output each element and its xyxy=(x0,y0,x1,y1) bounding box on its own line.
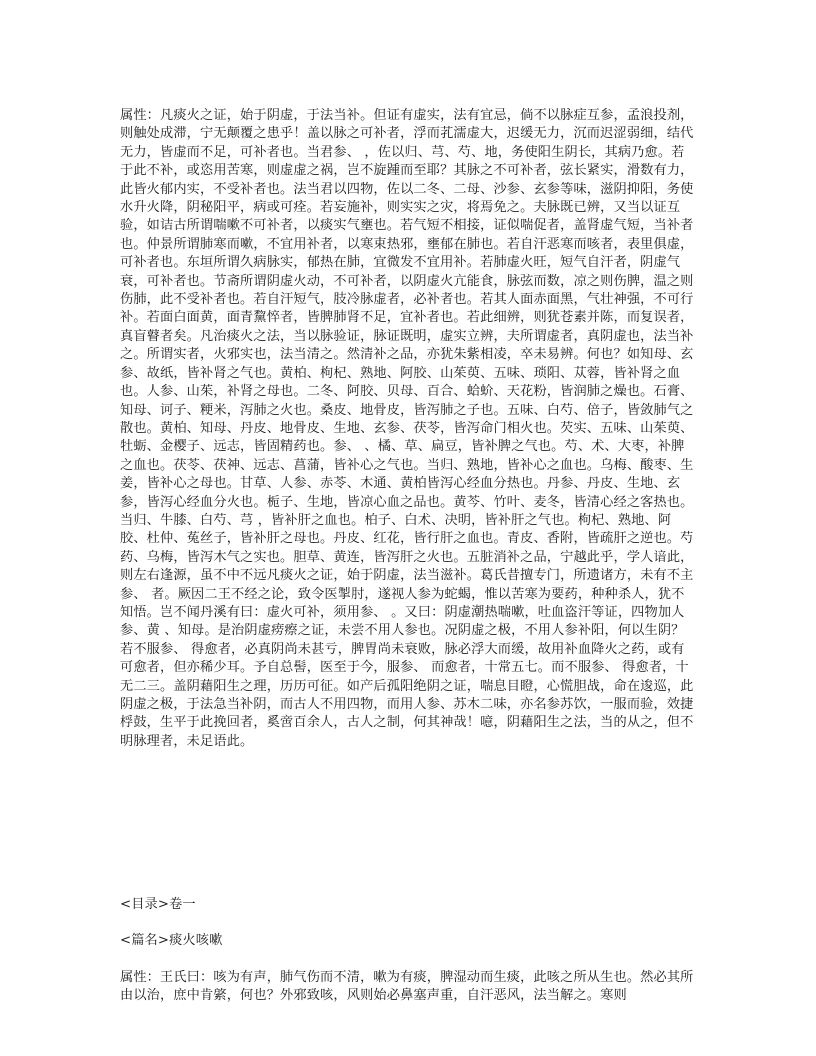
body-paragraph-properties: 属性：凡痰火之证，始于阴虚，于法当补。但证有虚实，法有宜忌，倘不以脉症互参，孟浪投剂，则触处成滞，宁无颠覆之患乎！盖以脉之可补者，浮而芤濡虚大，迟缓无力，沉而迟涩弱细，结代无力，皆虚而不足，可补者也。当君参、 ，佐以归、芎、芍、地，务使阳生阴长，其病乃愈。若于此不补，或恣用苦寒，则虚虚之祸，岂不旋踵而至耶？其脉之不可补者，弦长紧实，滑数有力，此皆火郁内实，不受补者也。法当君以四物，佐以二冬、二母、沙参、玄参等味，滋阴抑阳，务使水升火降，阴秘阳平，病或可痊。若妄施补，则实实之灾，将焉免之。夫脉既已辨，又当以证互验，如诘古所谓喘嗽不可补者，以痰实气壅也。若气短不相接，证似喘促者，盖肾虚气短，当补者也。仲景所谓肺寒而嗽，不宜用补者，以寒束热邪，壅郁在肺也。若自汗恶寒而咳者，表里俱虚，可补者也。东垣所谓久病脉实，郁热在肺，宜微发不宜用补。若肺虚火旺，短气自汗者，阴虚气衰，可补者也。节斋所谓阴虚火动，不可补者，以阴虚火亢能食，脉弦而数，凉之则伤脾，温之则伤肺，此不受补者也。若自汗短气，肢冷脉虚者，必补者也。若其人面赤面黑，气壮神强，不可行补。若面白面黄，面青黧悴者，皆脾肺肾不足，宜补者也。若此细辨，则犹苍素并陈，而复误者，真盲瞽者矣。凡治痰火之法，当以脉验证，脉证既明，虚实立辨，夫所谓虚者，真阴虚也，法当补之。所谓实者，火邪实也，法当清之。然清补之品，亦犹朱紫相凌，卒未易辨。何也？如知母、玄参、故纸，皆补肾之气也。黄柏、枸杞、熟地、阿胶、山茱萸、五味、琐阳、苁蓉，皆补肾之血也。人参、山茱，补肾之母也。二冬、阿胶、贝母、百合、蛤蚧、天花粉，皆润肺之燥也。石膏、知母、诃子、粳米，泻肺之火也。桑皮、地骨皮，皆泻肺之子也。五味、白芍、倍子，皆敛肺气之散也。黄柏、知母、丹皮、地骨皮、生地、玄参、茯苓，皆泻命门相火也。芡实、五味、山茱萸、牡蛎、金樱子、远志，皆固精药也。参、 、橘、草、扁豆，皆补脾之气也。芍、术、大枣，补脾之血也。茯苓、茯神、远志、菖蒲，皆补心之气也。当归、熟地，皆补心之血也。乌梅、酸枣、生姜，皆补心之母也。甘草、人参、赤苓、木通、黄柏皆泻心经血分热也。丹参、丹皮、生地、玄参，皆泻心经血分火也。栀子、生地，皆凉心血之品也。黄芩、竹叶、麦冬，皆清心经之客热也。当归、牛膝、白芍、芎 ，皆补肝之血也。柏子、白术、决明，皆补肝之气也。枸杞、熟地、阿胶、杜仲、菟丝子，皆补肝之母也。丹皮、红花，皆行肝之血也。青皮、香附，皆疏肝之逆也。芍药、乌梅，皆泻木气之实也。胆草、黄连，皆泻肝之火也。五脏消补之品，宁越此乎，学人谙此，则左右逢源，虽不中不远凡痰火之证，始于阴虚，法当滋补。葛氏昔擅专门，所遗诸方，未有不主参、 者。厥因二王不经之论，致令医掣肘，遂视人参为蛇蝎，惟以苦寒为要药，种种杀人，犹不知悟。岂不闻丹溪有曰：虚火可补，须用参、 。又曰：阴虚潮热喘嗽，吐血盗汗等证，四物加人参、黄 、知母。是治阴虚痨瘵之证，未尝不用人参也。况阴虚之极，不用人参补阳，何以生阴？若不服参、 得愈者，必真阴尚未甚亏，脾胃尚未衰败，脉必浮大而缓，故用补血降火之药，或有可愈者，但亦稀少耳。予自总髻，医至于今，服参、 而愈者，十常五七。而不服参、 得愈者，十无二三。盖阴藉阳生之理，历历可征。如产后孤阳绝阴之证，喘息目瞪，心慌胆战，命在逡巡，此阴虚之极，于法急当补阴，而古人不用四物，而用人参、苏木二味，亦名参苏饮，一服而验，效捷桴鼓，生平于此挽回者，奚啻百余人，古人之制，何其神哉！噫，阴藉阳生之法，当的从之，但不明脉理者，未足语此。 xyxy=(120,108,694,749)
toc-line: <目录>卷一 xyxy=(120,897,196,912)
body-paragraph-wang: 属性：王氏曰：咳为有声，肺气伤而不清，嗽为有痰，脾湿动而生痰，此咳之所从生也。然必其所由以治，庶中肯綮，何也？外邪致咳，风则始必鼻塞声重，自汗恶风，法当解之。寒则 xyxy=(120,970,694,1004)
document-page xyxy=(120,0,696,1056)
chapter-title: <篇名>痰火咳嗽 xyxy=(120,933,223,948)
